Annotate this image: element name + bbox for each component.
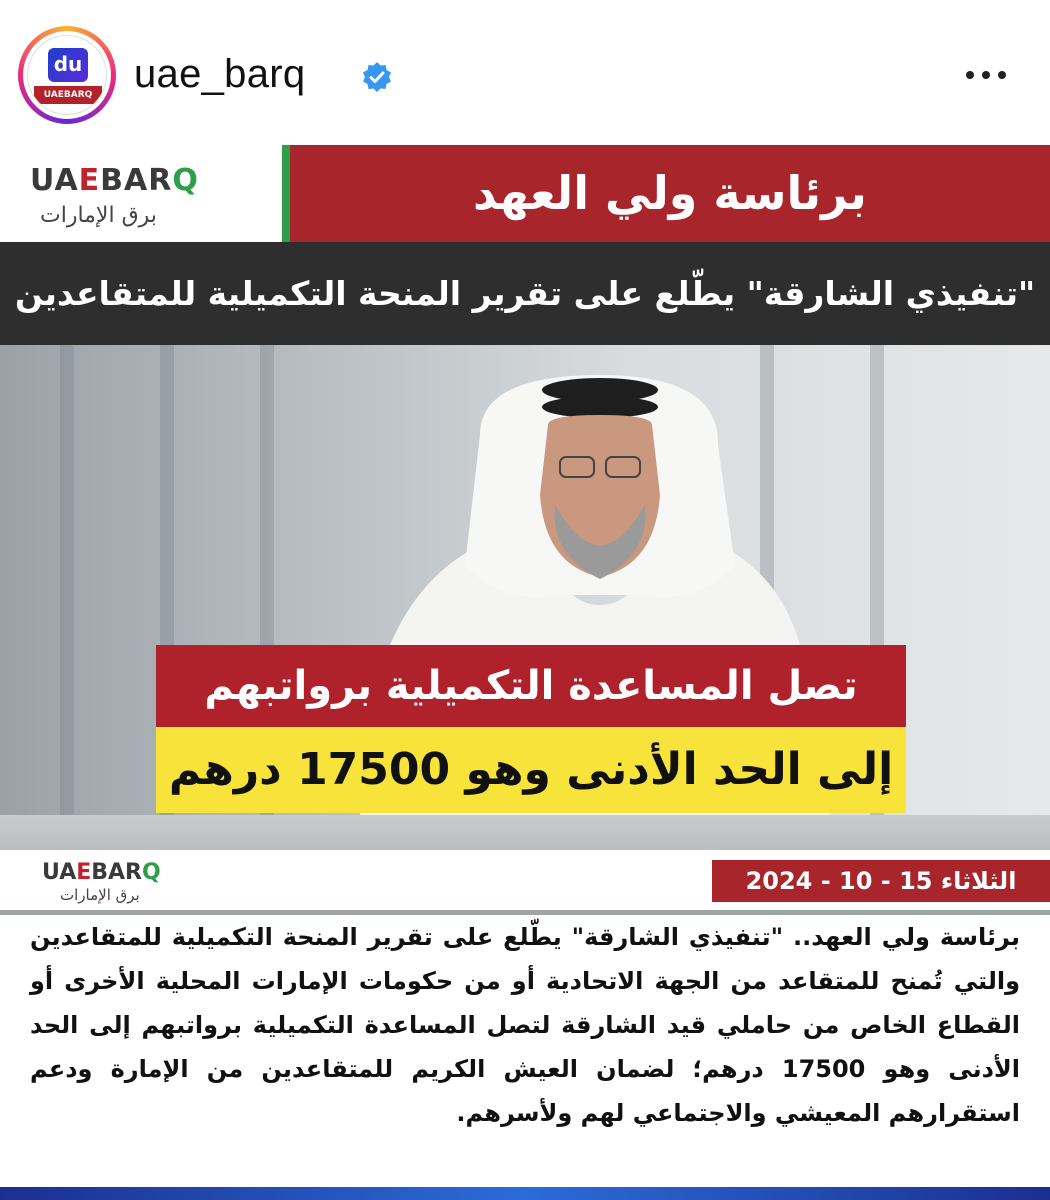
more-dot-icon — [966, 71, 974, 79]
brand-logo-arabic: برق الإمارات — [40, 203, 157, 228]
date-row — [0, 850, 1050, 910]
post-header — [0, 0, 1050, 145]
date-badge: الثلاثاء 15 - 10 - 2024 — [712, 860, 1050, 902]
more-dot-icon — [982, 71, 990, 79]
headline-line-1: تصل المساعدة التكميلية برواتبهم — [156, 645, 906, 727]
headline-line-2: إلى الحد الأدنى وهو 17500 درهم — [156, 727, 906, 813]
more-dot-icon — [998, 71, 1006, 79]
brand-logo-small-arabic: برق الإمارات — [60, 886, 140, 904]
verified-badge-icon — [362, 62, 392, 92]
bottom-accent-band — [0, 1187, 1050, 1200]
brand-logo-small: UAEBARQ — [42, 860, 161, 885]
article-body: برئاسة ولي العهد.. "تنفيذي الشارقة" يطّلع على تقرير المنحة التكميلية للمتقاعدين والتي تُمنح للمتقاعد من الجهة الاتحادية أو من حكومات الإمارات المحلية الأخرى أو القطاع الخاص من حاملي قيد الشارقة لتصل المساعدة التكميلية برواتبهم إلى الحد الأدنى وهو 17500 درهم؛ لضمان العيش الكريم للمتقاعدين من الإمارة ودعم استقرارهم المعيشي والاجتماعي لهم ولأسرهم. — [30, 923, 1021, 1127]
brand-logo-text: UAEBARQ — [30, 163, 199, 198]
brand-logo — [0, 145, 282, 242]
more-options-button[interactable] — [962, 60, 1022, 90]
accent-divider — [282, 145, 290, 242]
news-photo — [0, 345, 1050, 915]
post-subtitle: "تنفيذي الشارقة" يطّلع على تقرير المنحة التكميلية للمتقاعدين — [0, 242, 1050, 345]
avatar[interactable] — [18, 26, 116, 124]
person-silhouette — [0, 345, 1050, 915]
brand-logo-icon: du — [48, 48, 88, 82]
avatar-band-label: UAEBARQ — [34, 86, 102, 104]
post-title: برئاسة ولي العهد — [290, 145, 1050, 242]
username-link[interactable]: uae_barq — [134, 52, 306, 96]
post-image[interactable] — [0, 145, 1050, 1200]
